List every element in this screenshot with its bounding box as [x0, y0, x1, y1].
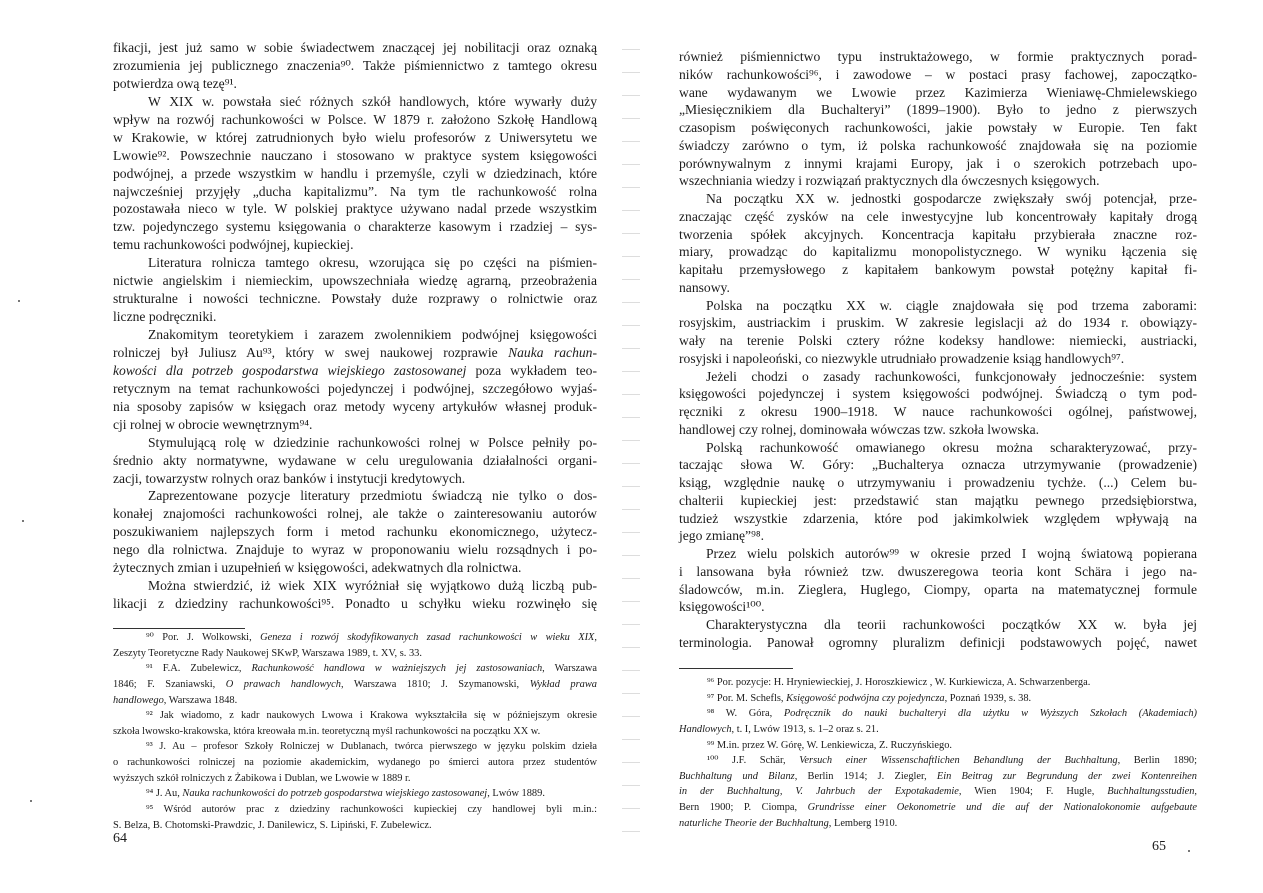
text-run: i lansowana była również tzw. dwuszeregowa teoria kont Schära i jego na- [679, 563, 1197, 579]
text-line [679, 456, 1197, 474]
text-line [113, 254, 597, 272]
italic-title: Nauka rachunkowości do potrzeb gospodarstwa wiejskiego zastosowanej [182, 788, 488, 800]
footnote-line [113, 646, 597, 662]
italic-title: Buchhaltung und Bilanz [679, 770, 795, 782]
footnote-line [679, 738, 1197, 754]
text-run: retycznym na temat rachunkowości pojedynczej i podwójnej, szczegółowo wyjaś- [113, 380, 597, 396]
footnote-divider [113, 628, 245, 629]
text-run: świadczy zarówno o tym, iż polska rachunkowość znajdowała się na poziomie [679, 137, 1197, 153]
text-run: czasopism poświęconych rachunkowości, jakie powstały w Europie. Ten fakt [679, 120, 1197, 135]
text-run: najwcześniej przyjęły „ducha kapitalizmu”. Na tym tle rachunkowość rolna [113, 183, 597, 199]
text-line [113, 595, 597, 613]
text-run: rosyjskim, austriackim i pruskim. W zakresie legislacji aż do 1934 r. obowiązy- [679, 315, 1197, 331]
page-number: 65 [1152, 839, 1166, 854]
text-line [679, 368, 1197, 386]
text-run: wszechniania wiedzy i rozwiązań praktycznych dla ówczesnych księgowych. [679, 173, 1100, 189]
text-run: tzw. pojedynczego systemu księgowania o charakterze kasowym i rzadziej – sys- [113, 219, 597, 235]
text-run: Znakomitym teoretykiem i zarazem zwolennikiem podwójnej księgowości [148, 327, 597, 342]
italic-title: in der Buchhaltung, V. Jahrbuch der Expotakademie [679, 786, 959, 798]
text-run: rosyjski i napoleoński, co niezwykle utrudniało prowadzenie ksiąg handlowych⁹⁷. [679, 350, 1125, 366]
text-line [679, 616, 1197, 634]
text-line [113, 362, 597, 380]
footnotes [113, 630, 597, 833]
text-run: , Poznań 1939, s. 38. [944, 692, 1032, 704]
text-run: ⁹⁸ W. Góra, [707, 708, 784, 720]
text-line [113, 39, 597, 57]
text-line [113, 290, 597, 308]
text-run: wpływ na rozwój rachunkowości w Polsce. W 1879 r. założono Szkołę Handlową [113, 111, 597, 127]
text-run: ksiąg, względnie naukę o utrzymywaniu i prowadzeniu tychże. (...) Celem bu- [679, 475, 1197, 490]
text-run: , Berlin 1890; [1117, 755, 1198, 767]
text-run: , Wien 1904; F. Hugle, [958, 786, 1108, 798]
text-run: , Warszawa 1810; J. Szymanowski, [340, 678, 530, 690]
text-line [679, 172, 1197, 190]
text-line [113, 111, 597, 129]
text-line [679, 634, 1197, 652]
text-line [679, 297, 1197, 315]
footnote-line [113, 771, 597, 787]
italic-title: O prawach handlowych [225, 678, 341, 690]
text-line [113, 147, 597, 165]
text-run: Literatura rolnicza tamtego okresu, wzorująca się po części na piśmien- [148, 255, 597, 271]
text-run: ⁹¹ F.A. Zubelewicz, [146, 663, 252, 675]
footnote-line [679, 691, 1197, 707]
text-line [679, 421, 1197, 439]
text-line [113, 416, 597, 434]
text-run: nego dla rolnictwa. Znajduje to wyraz w proponowaniu wielu rozsądnych i po- [113, 542, 597, 558]
italic-title: Handlowych [679, 723, 732, 735]
text-run: śladowców, m.in. Zieglera, Huglego, Ciompy, oparta na matematycznej formule [679, 581, 1197, 597]
text-run: , t. I, Lwów 1913, s. 1–2 oraz s. 21. [731, 723, 879, 735]
text-line [679, 208, 1197, 226]
footnote-line [113, 677, 597, 693]
text-line [679, 84, 1197, 102]
footnote-line [113, 786, 597, 802]
text-line [679, 48, 1197, 66]
footnote-line [113, 818, 597, 834]
text-line [679, 101, 1197, 119]
text-line [113, 523, 597, 541]
text-line [113, 308, 597, 326]
text-run: w Krakowie, w której zatrudnionych było wielu profesorów z Uniwersytetu we [113, 129, 597, 145]
text-line [113, 487, 597, 505]
text-run: S. Belza, B. Chotomski-Prawdzic, J. Danilewicz, S. Lipiński, F. Zubelewicz. [113, 819, 432, 831]
footnote-line [113, 802, 597, 818]
scan-speck [1188, 850, 1190, 852]
footnote-line [113, 708, 597, 724]
text-run: Charakterystyczna dla teorii rachunkowości początków XX w. była jej [706, 617, 1197, 632]
text-line [113, 57, 597, 75]
text-run: cji rolnej w obrocie wewnętrznym⁹⁴. [113, 416, 313, 432]
footnote-line [113, 693, 597, 709]
text-line [113, 577, 597, 595]
text-run: tworzenia spółek akcyjnych. Koncentracja kapitału przybierała znaczne roz- [679, 226, 1197, 242]
italic-title: Geneza i rozwój skodyfikowanych zasad rachunkowości w wieku XIX [260, 632, 595, 643]
italic-title: Versuch einer Wissenschaftlichen Behandlung der Buchhaltung [799, 755, 1118, 767]
text-run: księgowości pojedynczej i system księgowości podwójnej. Świadczą o tym pod- [679, 386, 1197, 402]
body-text [679, 48, 1197, 652]
footnote-line [679, 722, 1197, 738]
footnote-line [113, 661, 597, 677]
text-line [113, 344, 597, 362]
text-line [679, 119, 1197, 137]
text-run: , Lemberg 1910. [828, 817, 898, 829]
text-run: ⁹⁰ Por. J. Wolkowski, [146, 632, 261, 643]
text-run: Polską rachunkowość omawianego okresu można scharakteryzować, przy- [706, 439, 1197, 455]
text-run: terminologia. Panował ogromny pluralizm definicji podstawowych pojęć, nawet [679, 634, 1197, 650]
footnote-line [113, 739, 597, 755]
text-run: wane wydawanym we Lwowie przez Kazimierza Wieniawę-Chmielewskiego [679, 84, 1197, 100]
text-run: Zeszyty Teoretyczne Rady Naukowej SKwP, Warszawa 1989, t. XV, s. 33. [113, 647, 422, 659]
text-run: o rachunkowości rolniczej na poziomie akademickim, wydanego po śmierci autora przez studentów [113, 757, 597, 769]
text-run: jego zmianę”⁹⁸. [679, 528, 764, 544]
text-run: taczając słowa W. Góry: „Buchalterya oznacza utrzymywanie (prowadzenie) [679, 457, 1197, 473]
text-run: , [594, 632, 598, 643]
footnote-line [679, 800, 1197, 816]
text-run: znaczając część zysków na cele inwestycyjne lub koncentrowały kapitały drogą [679, 208, 1197, 224]
text-run: , Warszawa 1848. [163, 694, 238, 706]
text-run: księgowości¹⁰⁰. [679, 599, 765, 615]
text-line [679, 261, 1197, 279]
book-gutter-shadow [622, 40, 640, 840]
text-run: nia sposoby zapisów w księgach oraz metody wyceny artykułów własnej produk- [113, 398, 597, 414]
text-line [113, 380, 597, 398]
text-line [679, 190, 1197, 208]
text-run: średnio akty normatywne, wydawane w celu uregulowania działalności organi- [113, 452, 597, 468]
italic-title: Grundrisse einer Oekonometrie und die auf der Nationalokonomie aufgebaute [807, 802, 1197, 814]
text-line [113, 236, 597, 254]
footnote-line [679, 675, 1197, 691]
text-line [113, 93, 597, 111]
text-run: liczne podręczniki. [113, 309, 217, 325]
text-run: podwójnej, a przede wszystkim w handlu i przemyśle, czyli w dziedzinach, które [113, 165, 597, 181]
text-line [113, 129, 597, 147]
footnote-line [113, 724, 597, 740]
text-line [679, 137, 1197, 155]
body-text [113, 39, 597, 613]
text-run: „Miesięcznikiem dla Buchalteryi” (1899–1900). Było to jedno z pierwszych [679, 102, 1197, 118]
text-run: ręczniki z okresu 1900–1918. W nauce rachunkowości ogólnej, państwowej, [679, 404, 1197, 419]
text-run: rolniczej był Juliusz Au⁹³, który w swej naukowej rozprawie [113, 344, 509, 360]
text-run: strukturalne i nowości techniczne. Powstały duże rozprawy o rolnictwie oraz [113, 291, 597, 307]
text-line [113, 165, 597, 183]
text-line [113, 200, 597, 218]
footnote-line [679, 769, 1197, 785]
text-line [679, 598, 1197, 616]
text-line [113, 218, 597, 236]
text-run: konałej znajomości rachunkowości rolnej, ale także o zainteresowaniu autorów [113, 506, 597, 522]
text-line [113, 75, 597, 93]
text-run: żytecznych zmian i uzupełnień w księgowości, adekwatnych dla rolnictwa. [113, 560, 522, 576]
text-run: ⁹⁵ Wśród autorów prac z dziedziny rachunkowości kupieckiej czy handlowej byli m.in.: [146, 804, 597, 816]
text-run: wały na terenie Polski cztery różne kodeksy handlowe: niemiecki, austriacki, [679, 333, 1197, 348]
text-run: poszukiwaniem najlepszych form i metod rachunku ekonomicznego, użytecz- [113, 524, 597, 540]
text-run: również piśmiennictwo typu instruktażowego, w formie praktycznych porad- [679, 49, 1197, 64]
text-line [679, 492, 1197, 510]
text-run: , Warszawa [542, 663, 597, 675]
text-line [679, 243, 1197, 261]
text-line [113, 470, 597, 488]
footnotes [679, 675, 1197, 831]
scan-speck [22, 520, 24, 522]
text-run: ników rachunkowości⁹⁶, i zawodowe – w postaci prasy fachowej, zapoczątko- [679, 66, 1197, 82]
text-line [679, 314, 1197, 332]
text-run: wyższych szkół rolniczych z Żabikowa i Dublan, we Lwowie w 1889 r. [113, 772, 411, 784]
text-run: Lwowie⁹². Powszechnie nauczano i stosowano w praktyce system księgowości [113, 147, 597, 163]
italic-title: Nauka rachun- [508, 344, 597, 360]
text-run: chalterii kupieckiej jest: przedstawić stan majątku pewnego przedsiębiorstwa, [679, 492, 1197, 508]
text-line [679, 66, 1197, 84]
text-run: Jeżeli chodzi o zasady rachunkowości, funkcjonowały jednocześnie: system [706, 368, 1197, 384]
text-run: nansowy. [679, 279, 730, 295]
scan-speck [18, 300, 20, 302]
footnote-divider [679, 668, 793, 669]
scan-speck [30, 800, 32, 802]
text-run: szkoła lwowsko-krakowska, która kreowała m.in. teoretyczną myśl rachunkowości na początku XX w. [113, 725, 541, 737]
text-run: ⁹² Jak wiadomo, z kadr naukowych Lwowa i Krakowa wykształciła się w późniejszym okresie [146, 710, 597, 722]
text-line [113, 452, 597, 470]
footnote-line [679, 753, 1197, 769]
footnote-line [113, 755, 597, 771]
italic-title: Ein Beitrag zur Begrundung der zwei Kontenreihen [936, 770, 1197, 782]
footnote-line [679, 816, 1197, 832]
text-run: zrozumienia jej publicznego znaczenia⁹⁰. Także piśmiennictwo z tamtego okresu [113, 57, 597, 73]
text-run: 1846; F. Szaniawski, [113, 678, 226, 690]
text-run: kapitału przemysłowego z kapitałem bankowym powstał potężny kapitał fi- [679, 262, 1197, 277]
text-run: porównywalnym z innymi krajami Europy, jak i o szerokich potrzebach upo- [679, 155, 1197, 171]
text-run: ⁹⁴ J. Au, [146, 788, 183, 800]
text-line [113, 272, 597, 290]
text-line [679, 403, 1197, 421]
text-run: likacji z dziedziny rachunkowości⁹⁵. Ponadto u schyłku wieku rozwinęło się [113, 596, 597, 612]
italic-title: Podręcznik do nauki buchalteryi dla użytku w Wyższych Szkołach (Akademiach) [783, 708, 1198, 720]
text-line [679, 279, 1197, 297]
text-line [679, 439, 1197, 457]
text-run: nictwie angielskim i niemieckim, upowszechniała wiedzę agrarną, przeobrażenia [113, 273, 597, 289]
text-line [679, 474, 1197, 492]
italic-title: kowości dla potrzeb gospodarstwa wiejskiego zastosowanej [113, 362, 467, 378]
text-run: Stymulującą rolę w dziedzinie rachunkowości rolnej w Polsce pełniły po- [148, 434, 597, 450]
text-run: zacji, towarzystw rolnych oraz banków i instytucji kredytowych. [113, 470, 466, 486]
text-run: pozostawała nieco w tyle. W polskiej praktyce używano nadal przede wszystkim [113, 201, 597, 217]
text-run: Zaprezentowane pozycje literatury przedmiotu świadczą nie tylko o dos- [148, 488, 597, 504]
text-line [679, 545, 1197, 563]
text-run: miary, prowadząc do kapitalizmu monopolistycznego. W wyniku łączenia się [679, 244, 1197, 260]
text-run: ⁹³ J. Au – profesor Szkoły Rolniczej w Dublanach, twórca pierwszego w języku polskim dzieła [146, 741, 597, 753]
text-run: Na początku XX w. jednostki gospodarcze zwiększały swój potencjał, prze- [706, 191, 1197, 206]
text-run: Przez wielu polskich autorów⁹⁹ w okresie przed I wojną światową popierana [706, 546, 1197, 561]
text-run: fikacji, jest już samo w sobie świadectwem znaczącej jej nobilitacji oraz oznaką [113, 40, 597, 55]
text-run: handlowej czy rolnej, dominowała wówczas tzw. szkoła lwowska. [679, 421, 1040, 437]
text-run: ⁹⁷ Por. M. Schefls, [707, 692, 787, 704]
text-run: potwierdza ową tezę⁹¹. [113, 75, 237, 91]
text-line [679, 527, 1197, 545]
footnote-line [113, 630, 597, 646]
text-line [679, 350, 1197, 368]
italic-title: Wykład prawa [529, 678, 597, 690]
text-run: , Berlin 1914; J. Ziegler, [794, 770, 937, 782]
text-line [679, 563, 1197, 581]
text-line [679, 155, 1197, 173]
text-run: tudzież wszystkie zdarzenia, które pod jakimkolwiek względem wpływają na [679, 510, 1197, 526]
text-run: Polska na początku XX w. ciągle znajdowała się pod trzema zaborami: [706, 297, 1197, 313]
text-line [679, 332, 1197, 350]
text-run: Można stwierdzić, iż wiek XIX wyróżniał się wyjątkowo dużą liczbą pub- [148, 578, 597, 594]
text-run: ⁹⁶ Por. pozycje: H. Hryniewieckiej, J. Horoszkiewicz , W. Kurkiewicza, A. Schwarzenberga. [707, 677, 1091, 688]
italic-title: Buchhaltungsstudien [1107, 786, 1195, 798]
text-run: Bern 1900; P. Ciompa, [679, 802, 808, 814]
text-run: poza wykładem teo- [466, 362, 597, 378]
italic-title: Księgowość podwójna czy pojedyncza [786, 692, 945, 704]
text-run: ⁹⁹ M.in. przez W. Górę, W. Lenkiewicza, Z. Ruczyńskiego. [707, 739, 953, 751]
footnote-line [679, 784, 1197, 800]
italic-title: handlowego [113, 694, 164, 706]
text-run: W XIX w. powstała sieć różnych szkół handlowych, które wywarły duży [148, 93, 597, 109]
text-run: temu rachunkowości podwójnej, kupieckiej. [113, 237, 354, 253]
text-line [113, 183, 597, 201]
text-line [113, 434, 597, 452]
text-line [679, 581, 1197, 599]
text-run: , [1194, 786, 1198, 798]
footnote-line [679, 706, 1197, 722]
text-line [679, 385, 1197, 403]
text-line [113, 505, 597, 523]
text-line [113, 541, 597, 559]
text-run: , Lwów 1889. [487, 788, 545, 800]
text-run: ¹⁰⁰ J.F. Schär, [707, 755, 800, 767]
italic-title: naturliche Theorie der Buchhaltung [679, 817, 829, 829]
text-line [113, 326, 597, 344]
text-line [113, 559, 597, 577]
text-line [679, 226, 1197, 244]
text-line [113, 398, 597, 416]
italic-title: Rachunkowość handlowa w ważniejszych jej zastosowaniach [251, 663, 543, 675]
text-line [679, 510, 1197, 528]
page-number: 64 [113, 831, 127, 846]
